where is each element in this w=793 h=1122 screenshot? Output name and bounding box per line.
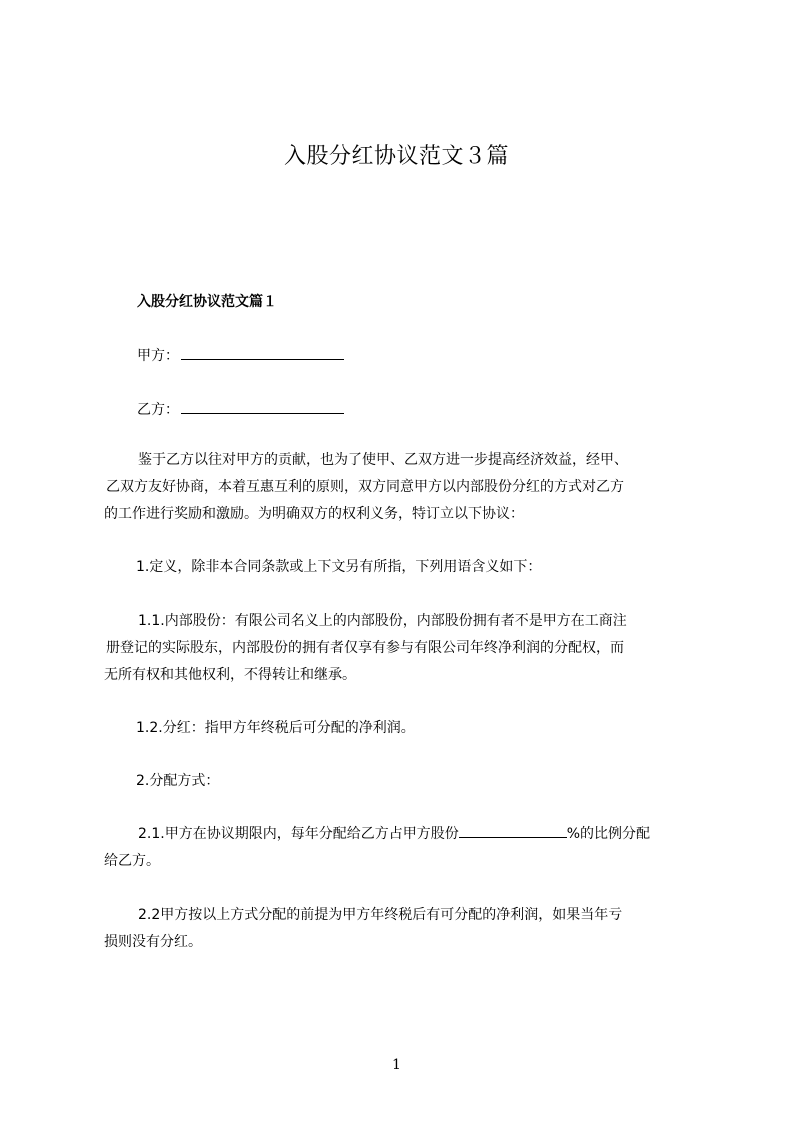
- party-a-blank: [181, 345, 344, 360]
- clause-1-1: [104, 608, 707, 689]
- clause-2-2-line: 2.2甲方按以上方式分配的前提为甲方年终税后有可分配的净利润，如果当年亏: [138, 907, 623, 923]
- clause-1-1-line: 册登记的实际股东，内部股份的拥有者仅享有参与有限公司年终净利润的分配权，而: [106, 640, 624, 656]
- clause-2-1: [104, 821, 707, 875]
- clause-2-text: 2.分配方式：: [136, 773, 220, 789]
- party-b-blank: [181, 399, 344, 414]
- party-a-field: [137, 345, 344, 366]
- clause-1-1-line: 无所有权和其他权利，不得转让和继承。: [104, 667, 356, 683]
- clause-1-text: 1.定义，除非本合同条款或上下文另有所指，下列用语含义如下：: [136, 559, 542, 575]
- clause-1-2: [104, 715, 707, 742]
- clause-2-1-line: [104, 821, 707, 848]
- intro-line: 鉴于乙方以往对甲方的贡献，也为了使甲、乙双方进一步提高经济效益，经甲、: [138, 452, 628, 468]
- party-a-label: 甲方：: [137, 348, 179, 364]
- share-percent-blank: [459, 823, 567, 838]
- clause-2-1-after: %的比例分配: [566, 826, 651, 842]
- clause-2-2: [104, 902, 707, 956]
- clause-2: [104, 768, 707, 795]
- clause-2-1-line: 给乙方。: [104, 853, 160, 869]
- intro-paragraph: [104, 447, 707, 528]
- party-b-label: 乙方：: [137, 402, 179, 418]
- section-heading: 入股分红协议范文篇１: [137, 294, 277, 310]
- intro-line: 乙双方友好协商，本着互惠互利的原则，双方同意甲方以内部股份分红的方式对乙方: [106, 479, 624, 495]
- clause-1-2-text: 1.2.分红：指甲方年终税后可分配的净利润。: [136, 720, 415, 736]
- clause-2-2-line: 损则没有分红。: [104, 934, 202, 950]
- clause-2-1-before: 2.1.甲方在协议期限内，每年分配给乙方占甲方股份: [138, 826, 459, 842]
- page-number: 1: [392, 1057, 401, 1073]
- party-b-field: [137, 399, 344, 420]
- intro-line: 的工作进行奖励和激励。为明确双方的权利义务，特订立以下协议：: [104, 506, 524, 522]
- document-title: 入股分红协议范文３篇: [283, 144, 509, 169]
- clause-1-1-line: 1.1.内部股份：有限公司名义上的内部股份，内部股份拥有者不是甲方在工商注: [138, 613, 627, 629]
- clause-1: [104, 554, 707, 581]
